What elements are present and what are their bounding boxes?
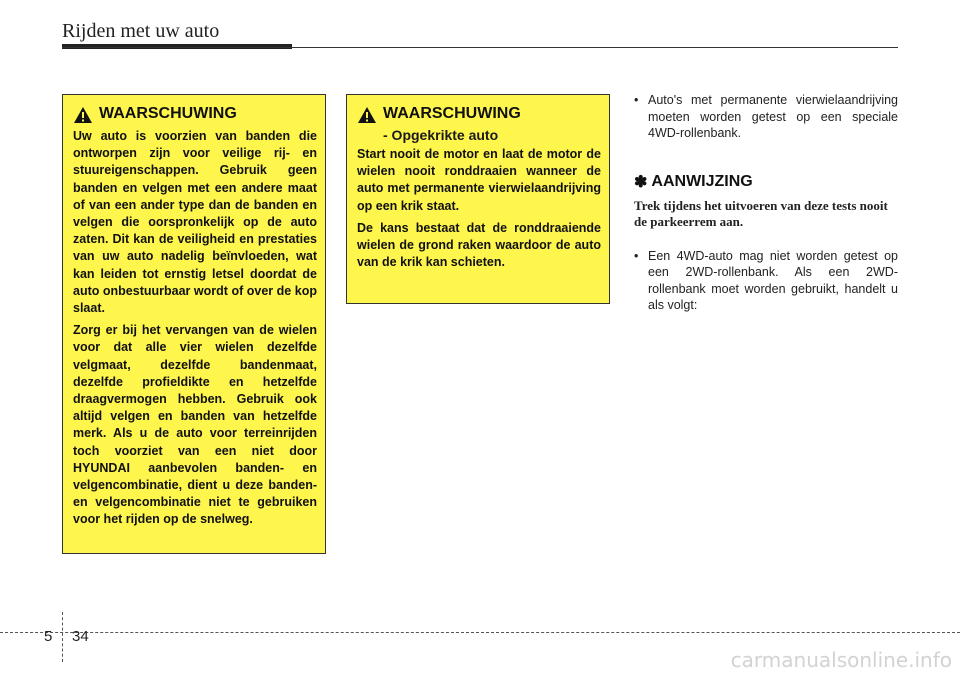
warning-triangle-icon [357, 106, 377, 124]
warning-paragraph: De kans bestaat dat de ronddraaiende wielen de grond raken waardoor de auto van de krik kan schieten. [357, 220, 601, 270]
footer-rule [0, 632, 960, 633]
bullet-dot-icon: • [634, 93, 639, 107]
warning-paragraph: Start nooit de motor en laat de motor de wielen nooit ronddraaien wanneer de auto met permanente vierwielaandrijving op een krik staat. [357, 147, 601, 213]
warning-triangle-icon [73, 106, 93, 124]
warning-heading [357, 105, 601, 124]
warning-title: WAARSCHUWING [383, 105, 521, 122]
bullet-item [634, 92, 898, 142]
note-subtitle: Trek tijdens het uitvoeren van deze tests nooit de parkeerrem aan. [634, 197, 888, 229]
watermark-carmanualsonline: carmanualsonline.info [730, 648, 952, 672]
header-title: Rijden met uw auto [62, 20, 220, 42]
bullet-dot-icon: • [634, 248, 639, 263]
header-rule [62, 47, 898, 48]
note-title: AANWIJZING [651, 172, 753, 190]
bullet-item [634, 248, 898, 314]
star-cross-icon: ✽ [634, 173, 648, 191]
warning-subtitle: - Opgekrikte auto [383, 127, 499, 143]
warning-box-tires [62, 94, 326, 554]
note-heading [634, 172, 898, 192]
warning-title: WAARSCHUWING [99, 105, 237, 122]
warning-paragraph: Uw auto is voorzien van banden die ontworpen zijn voor veilige rij- en stuureigenschappen. Gebruik geen banden en velgen met een andere maat of van een ander type dan de banden en velgen die oorspronkelijk op de auto zaten. Dit kan de veiligheid en prestaties van uw auto nadelig beïnvloeden, wat kan leiden tot ernstig letsel doordat de auto onbestuurbaar wordt of over de kop slaat. [73, 129, 317, 316]
right-column [634, 92, 898, 314]
bullet-text: Auto's met permanente vierwielaandrijving moeten worden getest op een speciale 4WD-rollenbank. [648, 93, 898, 140]
page-number: 34 [72, 628, 89, 645]
bullet-text: Een 4WD-auto mag niet worden getest op een 2WD-rollenbank. Als een 2WD-rollenbank moet worden gebruikt, handelt u als volgt: [648, 248, 898, 312]
warning-box-jacked-car [346, 94, 610, 304]
warning-paragraph: Zorg er bij het vervangen van de wielen voor dat alle vier wielen dezelfde velgmaat, dezelfde bandenmaat, dezelfde profieldikte en hetzelfde draagvermogen hebben. Gebruik ook altijd velgen en banden van hetzelfde merk. Als u de auto voor terreinrijden toch voorziet van een niet door HYUNDAI aanbevolen banden- en velgencombinatie, dient u deze banden- en velgencombinatie niet te gebruiken voor het rijden op de snelweg. [73, 323, 317, 527]
warning-heading [73, 105, 317, 124]
section-number: 5 [44, 628, 53, 645]
footer-divider [62, 612, 63, 662]
